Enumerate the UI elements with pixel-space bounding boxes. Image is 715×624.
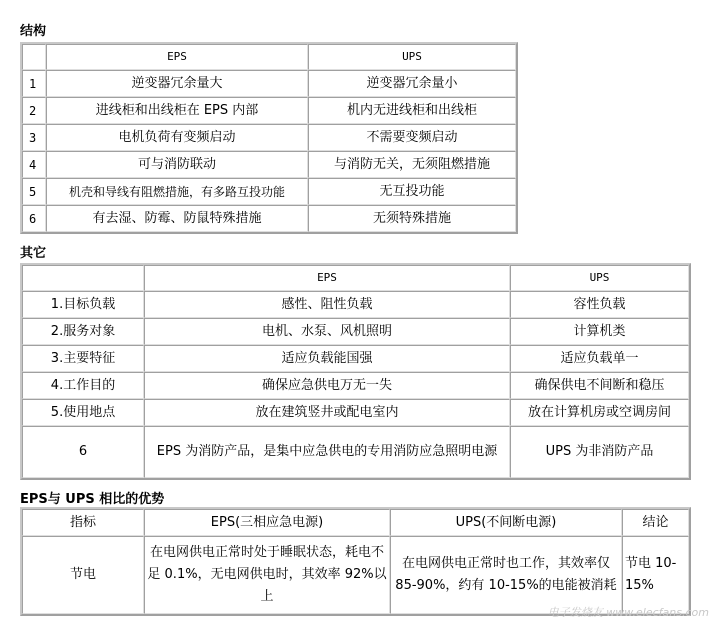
section-title-other: 其它 xyxy=(20,246,47,261)
ups-cell: 无须特殊措施 xyxy=(308,205,516,232)
table-row xyxy=(22,205,516,232)
item-cell: 5.使用地点 xyxy=(22,399,144,426)
row-number: 2 xyxy=(22,97,46,124)
row-number: 3 xyxy=(22,124,46,151)
header-cell-ups: UPS xyxy=(308,44,516,70)
row-number: 5 xyxy=(22,178,46,205)
ups-cell: 放在计算机房或空调房间 xyxy=(510,399,689,426)
table-row xyxy=(22,178,516,205)
section-title-advantages: EPS与 UPS 相比的优势 xyxy=(20,492,165,507)
section-title-structure: 结构 xyxy=(20,24,47,39)
table-row xyxy=(22,345,689,372)
table-row xyxy=(22,426,689,478)
table-row xyxy=(22,291,689,318)
header-cell-conclusion: 结论 xyxy=(622,509,689,536)
ups-cell: UPS 为非消防产品 xyxy=(510,426,689,478)
eps-cell: 放在建筑竖井或配电室内 xyxy=(144,399,510,426)
header-cell-eps: EPS xyxy=(46,44,308,70)
item-cell: 4.工作目的 xyxy=(22,372,144,399)
table-header-row xyxy=(22,509,689,536)
ups-cell: 机内无进线柜和出线柜 xyxy=(308,97,516,124)
table-header-row xyxy=(22,265,689,291)
eps-cell: 电机、水泵、风机照明 xyxy=(144,318,510,345)
conclusion-cell: 节电 10-15% xyxy=(622,536,689,614)
structure-table xyxy=(20,42,518,234)
watermark: 电子发烧友 www.elecfans.com xyxy=(547,606,709,619)
eps-cell: 电机负荷有变频启动 xyxy=(46,124,308,151)
metric-cell: 节电 xyxy=(22,536,144,614)
ups-cell: 计算机类 xyxy=(510,318,689,345)
other-table xyxy=(20,263,691,480)
ups-cell: 不需要变频启动 xyxy=(308,124,516,151)
ups-cell: 适应负载单一 xyxy=(510,345,689,372)
header-cell-ups: UPS xyxy=(510,265,689,291)
eps-cell: 可与消防联动 xyxy=(46,151,308,178)
eps-cell: EPS 为消防产品，是集中应急供电的专用消防应急照明电源 xyxy=(144,426,510,478)
eps-cell: 在电网供电正常时处于睡眠状态，耗电不足 0.1%，无电网供电时，其效率 92%以上 xyxy=(144,536,390,614)
eps-cell: 有去湿、防霉、防鼠特殊措施 xyxy=(46,205,308,232)
advantages-table xyxy=(20,507,691,616)
eps-cell: 机壳和导线有阻燃措施，有多路互投功能 xyxy=(46,178,308,205)
table-header-row xyxy=(22,44,516,70)
eps-cell: 确保应急供电万无一失 xyxy=(144,372,510,399)
table-row xyxy=(22,536,689,614)
item-cell: 1.目标负载 xyxy=(22,291,144,318)
item-cell: 2.服务对象 xyxy=(22,318,144,345)
eps-cell: 进线柜和出线柜在 EPS 内部 xyxy=(46,97,308,124)
header-cell-eps: EPS(三相应急电源) xyxy=(144,509,390,536)
table-row xyxy=(22,70,516,97)
table-row xyxy=(22,151,516,178)
ups-cell: 确保供电不间断和稳压 xyxy=(510,372,689,399)
ups-cell: 逆变器冗余量小 xyxy=(308,70,516,97)
table-row xyxy=(22,399,689,426)
ups-cell: 与消防无关，无须阻燃措施 xyxy=(308,151,516,178)
item-cell: 3.主要特征 xyxy=(22,345,144,372)
item-cell: 6 xyxy=(22,426,144,478)
row-number: 1 xyxy=(22,70,46,97)
table-row xyxy=(22,318,689,345)
header-cell-metric: 指标 xyxy=(22,509,144,536)
row-number: 4 xyxy=(22,151,46,178)
header-cell xyxy=(22,265,144,291)
ups-cell: 容性负载 xyxy=(510,291,689,318)
table-row xyxy=(22,97,516,124)
header-cell-eps: EPS xyxy=(144,265,510,291)
header-cell xyxy=(22,44,46,70)
ups-cell: 在电网供电正常时也工作，其效率仅 85-90%，约有 10-15%的电能被消耗 xyxy=(390,536,622,614)
eps-cell: 逆变器冗余量大 xyxy=(46,70,308,97)
header-cell-ups: UPS(不间断电源) xyxy=(390,509,622,536)
table-row xyxy=(22,124,516,151)
ups-cell: 无互投功能 xyxy=(308,178,516,205)
eps-cell: 感性、阻性负载 xyxy=(144,291,510,318)
eps-cell: 适应负载能国强 xyxy=(144,345,510,372)
row-number: 6 xyxy=(22,205,46,232)
table-row xyxy=(22,372,689,399)
